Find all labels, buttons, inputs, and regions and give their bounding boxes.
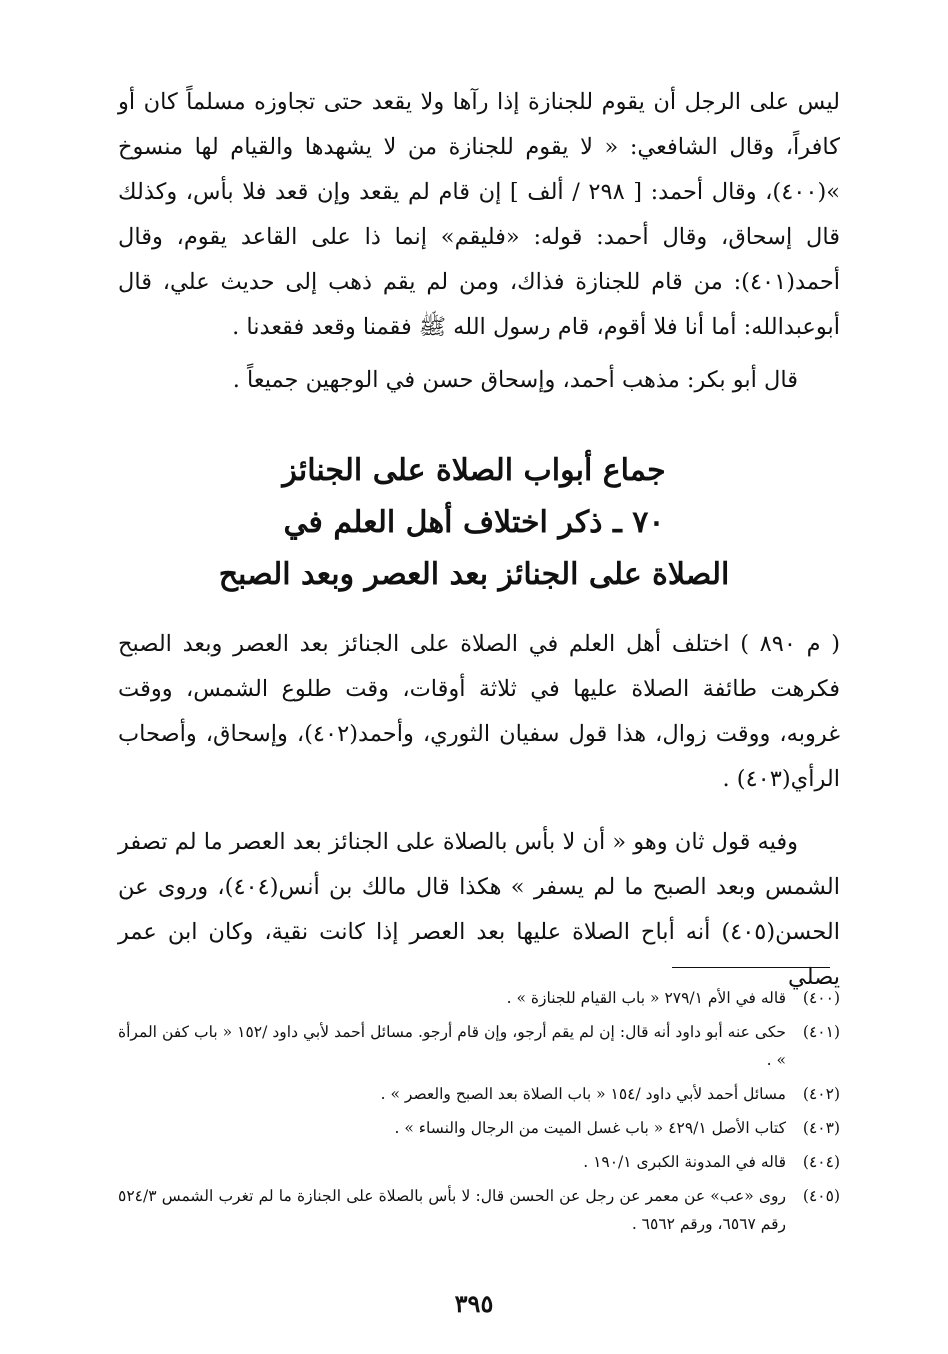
chapter-subtitle: الصلاة على الجنائز بعد العصر وبعد الصبح (218, 557, 730, 592)
intro-paragraph: قال أبو بكر: مذهب أحمد، وإسحاق حسن في الوجهين جميعاً . (232, 367, 798, 393)
body-paragraph: وفيه قول ثان وهو « أن لا بأس بالصلاة على الجنائز بعد العصر ما لم تصفر الشمس وبعد الصبح ما لم يسفر » هكذا قال مالك بن أنس(٤٠٤)، وروى عن الحسن(٤٠٥) أنه أباح الصلاة عليها بعد العصر إذا كانت نقية، وكان ابن عمر يصلي (118, 829, 840, 990)
intro-section (118, 80, 840, 403)
footnote (118, 1182, 840, 1238)
footnote-text: قاله في الأم ٢٧٩/١ « باب القيام للجنازة » . (506, 989, 786, 1007)
chapter-title: ٧٠ ـ ذكر اختلاف أهل العلم في (283, 505, 665, 540)
footnote-separator (672, 967, 830, 968)
footnote-text: كتاب الأصل ٤٢٩/١ « باب غسل الميت من الرجال والنساء » . (394, 1119, 786, 1137)
footnote-number: (٤٠٣) (802, 1119, 840, 1137)
footnote-text: قاله في المدونة الكبرى ١٩٠/١ . (583, 1153, 786, 1171)
footnote-text: حكى عنه أبو داود أنه قال: إن لم يقم أرجو، وإن قام أرجو. مسائل أحمد لأبي داود /١٥٢ « باب كفن المرأة » . (118, 1023, 786, 1069)
footnote (118, 1080, 840, 1108)
footnote-number: (٤٠٤) (802, 1153, 840, 1171)
footnote (118, 1114, 840, 1142)
footnote-number: (٤٠٥) (802, 1187, 840, 1205)
body-section (118, 622, 840, 1000)
page-number: ٣٩٥ (454, 1289, 494, 1318)
footnote-number: (٤٠٠) (802, 989, 840, 1007)
chapter-headings (0, 445, 948, 601)
footnote-text: روى «عب» عن معمر عن رجل عن الحسن قال: لا بأس بالصلاة على الجنازة ما لم تغرب الشمس ٥٢٤/٣ رقم ٦٥٦٧، ورقم ٦٥٦٢ . (118, 1187, 786, 1233)
footnotes (118, 984, 840, 1244)
footnote-number: (٤٠٢) (802, 1085, 840, 1103)
body-paragraph: ( م ٨٩٠ ) اختلف أهل العلم في الصلاة على الجنائز بعد العصر وبعد الصبح فكرهت طائفة الصلاة عليها في ثلاثة أوقات، وقت طلوع الشمس، ووقت غروبه، ووقت زوال، هذا قول سفيان الثوري، وأحمد(٤٠٢)، وإسحاق، وأصحاب الرأي(٤٠٣) . (118, 631, 840, 792)
footnote (118, 984, 840, 1012)
footnote-number: (٤٠١) (802, 1023, 840, 1041)
footnote (118, 1148, 840, 1176)
footnote-text: مسائل أحمد لأبي داود /١٥٤ « باب الصلاة بعد الصبح والعصر » . (380, 1085, 786, 1103)
footnote (118, 1018, 840, 1074)
section-heading: جماع أبواب الصلاة على الجنائز (282, 453, 666, 488)
intro-paragraph: ليس على الرجل أن يقوم للجنازة إذا رآها ولا يقعد حتى تجاوزه مسلماً كان أو كافراً، وقال الشافعي: « لا يقوم للجنازة من لا يشهدها والقيام لها منسوخ »(٤٠٠)، وقال أحمد: [ ٢٩٨ / ألف ] إن قام لم يقعد وإن قعد فلا بأس، وكذلك قال إسحاق، وقال أحمد: قوله: «فليقم» إنما ذا على القاعد يقوم، وقال أحمد(٤٠١): من قام للجنازة فذاك، ومن لم يقم ذهب إلى حديث علي، قال أبوعبدالله: أما أنا فلا أقوم، قام رسول الله ﷺ فقمنا وقعد فقعدنا . (118, 89, 840, 340)
